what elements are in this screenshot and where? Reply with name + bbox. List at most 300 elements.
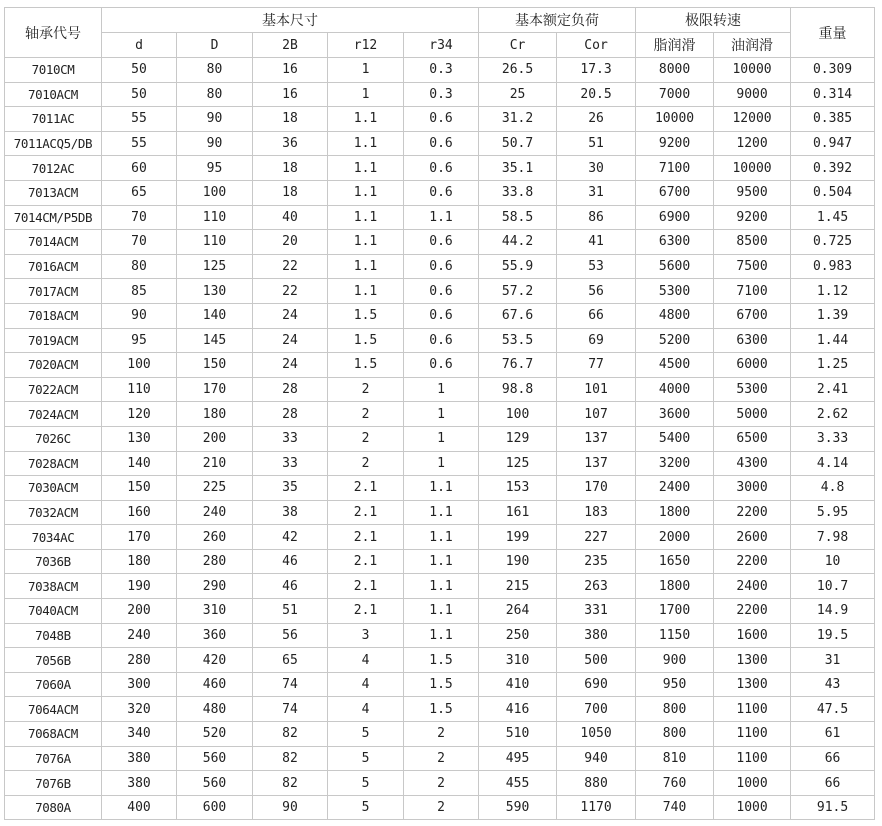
cell-model: 7036B xyxy=(5,549,102,574)
cell-model: 7030ACM xyxy=(5,476,102,501)
cell-weight: 91.5 xyxy=(791,795,875,820)
cell-oil-speed: 1200 xyxy=(714,131,791,156)
cell-model: 7068ACM xyxy=(5,722,102,747)
cell-cor: 331 xyxy=(557,599,636,624)
table-row xyxy=(5,303,875,328)
cell-D: 200 xyxy=(177,426,253,451)
cell-d: 300 xyxy=(102,672,177,697)
cell-r34: 0.6 xyxy=(404,230,479,255)
cell-d: 400 xyxy=(102,795,177,820)
bearing-spec-table xyxy=(4,7,875,820)
cell-D: 460 xyxy=(177,672,253,697)
cell-2B: 90 xyxy=(253,795,328,820)
cell-r34: 0.3 xyxy=(404,58,479,83)
table-row xyxy=(5,426,875,451)
cell-weight: 0.983 xyxy=(791,254,875,279)
cell-cr: 57.2 xyxy=(479,279,557,304)
cell-D: 180 xyxy=(177,402,253,427)
cell-r34: 0.6 xyxy=(404,279,479,304)
cell-d: 50 xyxy=(102,82,177,107)
subheader-r12: r12 xyxy=(328,33,404,58)
cell-2B: 82 xyxy=(253,746,328,771)
cell-cor: 20.5 xyxy=(557,82,636,107)
cell-oil-speed: 1300 xyxy=(714,672,791,697)
cell-cr: 53.5 xyxy=(479,328,557,353)
cell-grease-speed: 3600 xyxy=(636,402,714,427)
cell-model: 7022ACM xyxy=(5,377,102,402)
cell-model: 7028ACM xyxy=(5,451,102,476)
header-basic-load-rating: 基本额定负荷 xyxy=(479,8,636,33)
cell-oil-speed: 12000 xyxy=(714,107,791,132)
cell-r34: 2 xyxy=(404,722,479,747)
cell-cor: 137 xyxy=(557,451,636,476)
cell-grease-speed: 5600 xyxy=(636,254,714,279)
cell-2B: 46 xyxy=(253,574,328,599)
cell-r34: 0.6 xyxy=(404,303,479,328)
cell-d: 150 xyxy=(102,476,177,501)
cell-D: 95 xyxy=(177,156,253,181)
cell-oil-speed: 10000 xyxy=(714,156,791,181)
subheader-D: D xyxy=(177,33,253,58)
table-row xyxy=(5,328,875,353)
table-row xyxy=(5,353,875,378)
cell-grease-speed: 7100 xyxy=(636,156,714,181)
cell-r12: 1 xyxy=(328,58,404,83)
cell-grease-speed: 1800 xyxy=(636,574,714,599)
cell-2B: 22 xyxy=(253,279,328,304)
cell-model: 7019ACM xyxy=(5,328,102,353)
cell-weight: 1.25 xyxy=(791,353,875,378)
cell-grease-speed: 4800 xyxy=(636,303,714,328)
table-row xyxy=(5,205,875,230)
cell-2B: 33 xyxy=(253,451,328,476)
cell-model: 7040ACM xyxy=(5,599,102,624)
cell-cr: 100 xyxy=(479,402,557,427)
cell-weight: 0.392 xyxy=(791,156,875,181)
cell-D: 225 xyxy=(177,476,253,501)
cell-r34: 1.5 xyxy=(404,672,479,697)
cell-oil-speed: 1100 xyxy=(714,722,791,747)
cell-r12: 1.1 xyxy=(328,107,404,132)
header-basic-dimensions: 基本尺寸 xyxy=(102,8,479,33)
cell-d: 55 xyxy=(102,131,177,156)
cell-grease-speed: 3200 xyxy=(636,451,714,476)
cell-grease-speed: 6700 xyxy=(636,180,714,205)
cell-cor: 137 xyxy=(557,426,636,451)
cell-cor: 51 xyxy=(557,131,636,156)
cell-cr: 33.8 xyxy=(479,180,557,205)
cell-2B: 33 xyxy=(253,426,328,451)
cell-cr: 76.7 xyxy=(479,353,557,378)
cell-model: 7076A xyxy=(5,746,102,771)
cell-grease-speed: 740 xyxy=(636,795,714,820)
table-row xyxy=(5,623,875,648)
cell-oil-speed: 6700 xyxy=(714,303,791,328)
cell-r12: 1.1 xyxy=(328,156,404,181)
cell-cor: 380 xyxy=(557,623,636,648)
cell-D: 420 xyxy=(177,648,253,673)
cell-D: 240 xyxy=(177,500,253,525)
cell-2B: 24 xyxy=(253,303,328,328)
table-row xyxy=(5,599,875,624)
cell-2B: 46 xyxy=(253,549,328,574)
table-row xyxy=(5,697,875,722)
cell-cor: 880 xyxy=(557,771,636,796)
table-body xyxy=(5,58,875,820)
cell-cor: 69 xyxy=(557,328,636,353)
cell-d: 280 xyxy=(102,648,177,673)
table-row xyxy=(5,82,875,107)
cell-r34: 0.6 xyxy=(404,107,479,132)
cell-cr: 25 xyxy=(479,82,557,107)
cell-oil-speed: 1000 xyxy=(714,795,791,820)
table-row xyxy=(5,402,875,427)
table-row xyxy=(5,500,875,525)
table-row xyxy=(5,476,875,501)
cell-cor: 66 xyxy=(557,303,636,328)
cell-r12: 1.1 xyxy=(328,205,404,230)
cell-oil-speed: 7500 xyxy=(714,254,791,279)
cell-model: 7010ACM xyxy=(5,82,102,107)
cell-2B: 82 xyxy=(253,722,328,747)
table-row xyxy=(5,156,875,181)
cell-2B: 74 xyxy=(253,672,328,697)
cell-weight: 10 xyxy=(791,549,875,574)
cell-d: 85 xyxy=(102,279,177,304)
cell-cr: 50.7 xyxy=(479,131,557,156)
cell-cr: 310 xyxy=(479,648,557,673)
cell-r12: 5 xyxy=(328,722,404,747)
cell-cr: 129 xyxy=(479,426,557,451)
cell-r12: 2 xyxy=(328,426,404,451)
subheader-cr: Cr xyxy=(479,33,557,58)
cell-r12: 2.1 xyxy=(328,500,404,525)
cell-2B: 36 xyxy=(253,131,328,156)
cell-cor: 500 xyxy=(557,648,636,673)
cell-cr: 590 xyxy=(479,795,557,820)
cell-model: 7060A xyxy=(5,672,102,697)
cell-r34: 0.6 xyxy=(404,131,479,156)
header-limiting-speed: 极限转速 xyxy=(636,8,791,33)
cell-d: 90 xyxy=(102,303,177,328)
cell-r12: 1.1 xyxy=(328,230,404,255)
cell-grease-speed: 800 xyxy=(636,722,714,747)
cell-model: 7026C xyxy=(5,426,102,451)
cell-grease-speed: 7000 xyxy=(636,82,714,107)
cell-grease-speed: 9200 xyxy=(636,131,714,156)
cell-cr: 215 xyxy=(479,574,557,599)
cell-model: 7034AC xyxy=(5,525,102,550)
cell-grease-speed: 5200 xyxy=(636,328,714,353)
cell-d: 120 xyxy=(102,402,177,427)
cell-cr: 264 xyxy=(479,599,557,624)
cell-cr: 31.2 xyxy=(479,107,557,132)
table-row xyxy=(5,230,875,255)
cell-weight: 66 xyxy=(791,771,875,796)
cell-cor: 31 xyxy=(557,180,636,205)
cell-2B: 38 xyxy=(253,500,328,525)
table-row xyxy=(5,107,875,132)
cell-r34: 0.6 xyxy=(404,353,479,378)
cell-d: 60 xyxy=(102,156,177,181)
cell-cor: 227 xyxy=(557,525,636,550)
cell-2B: 24 xyxy=(253,353,328,378)
cell-oil-speed: 9000 xyxy=(714,82,791,107)
cell-2B: 16 xyxy=(253,82,328,107)
cell-weight: 0.947 xyxy=(791,131,875,156)
cell-cor: 56 xyxy=(557,279,636,304)
cell-r12: 1.1 xyxy=(328,254,404,279)
cell-r34: 2 xyxy=(404,795,479,820)
cell-r34: 2 xyxy=(404,746,479,771)
cell-cr: 416 xyxy=(479,697,557,722)
cell-oil-speed: 6500 xyxy=(714,426,791,451)
cell-2B: 18 xyxy=(253,107,328,132)
cell-r12: 3 xyxy=(328,623,404,648)
cell-D: 110 xyxy=(177,205,253,230)
cell-r12: 2 xyxy=(328,377,404,402)
cell-r12: 1.5 xyxy=(328,353,404,378)
cell-r12: 1 xyxy=(328,82,404,107)
cell-oil-speed: 4300 xyxy=(714,451,791,476)
cell-2B: 82 xyxy=(253,771,328,796)
cell-weight: 10.7 xyxy=(791,574,875,599)
cell-oil-speed: 1600 xyxy=(714,623,791,648)
cell-D: 125 xyxy=(177,254,253,279)
cell-r12: 4 xyxy=(328,672,404,697)
cell-2B: 40 xyxy=(253,205,328,230)
cell-weight: 5.95 xyxy=(791,500,875,525)
cell-oil-speed: 10000 xyxy=(714,58,791,83)
cell-r12: 4 xyxy=(328,648,404,673)
cell-cr: 510 xyxy=(479,722,557,747)
header-weight: 重量 xyxy=(791,8,875,58)
cell-r34: 1.1 xyxy=(404,476,479,501)
cell-r34: 0.6 xyxy=(404,254,479,279)
cell-r12: 1.5 xyxy=(328,328,404,353)
cell-d: 170 xyxy=(102,525,177,550)
cell-D: 600 xyxy=(177,795,253,820)
cell-grease-speed: 900 xyxy=(636,648,714,673)
table-row xyxy=(5,574,875,599)
cell-r12: 1.1 xyxy=(328,131,404,156)
cell-cor: 235 xyxy=(557,549,636,574)
cell-2B: 16 xyxy=(253,58,328,83)
cell-model: 7014ACM xyxy=(5,230,102,255)
cell-weight: 1.44 xyxy=(791,328,875,353)
cell-D: 360 xyxy=(177,623,253,648)
cell-D: 140 xyxy=(177,303,253,328)
cell-model: 7024ACM xyxy=(5,402,102,427)
table-row xyxy=(5,377,875,402)
cell-weight: 3.33 xyxy=(791,426,875,451)
cell-grease-speed: 810 xyxy=(636,746,714,771)
table-row xyxy=(5,525,875,550)
cell-weight: 31 xyxy=(791,648,875,673)
cell-d: 70 xyxy=(102,205,177,230)
cell-d: 340 xyxy=(102,722,177,747)
cell-weight: 0.385 xyxy=(791,107,875,132)
cell-grease-speed: 5400 xyxy=(636,426,714,451)
cell-r12: 1.1 xyxy=(328,279,404,304)
cell-cor: 101 xyxy=(557,377,636,402)
table-row xyxy=(5,746,875,771)
cell-weight: 4.8 xyxy=(791,476,875,501)
cell-weight: 61 xyxy=(791,722,875,747)
cell-weight: 66 xyxy=(791,746,875,771)
cell-oil-speed: 7100 xyxy=(714,279,791,304)
cell-r12: 2.1 xyxy=(328,574,404,599)
table-row xyxy=(5,648,875,673)
cell-cr: 153 xyxy=(479,476,557,501)
cell-grease-speed: 4000 xyxy=(636,377,714,402)
cell-model: 7011AC xyxy=(5,107,102,132)
cell-model: 7018ACM xyxy=(5,303,102,328)
table-row xyxy=(5,722,875,747)
cell-model: 7032ACM xyxy=(5,500,102,525)
cell-model: 7012AC xyxy=(5,156,102,181)
cell-oil-speed: 1100 xyxy=(714,746,791,771)
cell-cor: 940 xyxy=(557,746,636,771)
subheader-d: d xyxy=(102,33,177,58)
cell-d: 180 xyxy=(102,549,177,574)
cell-r12: 2.1 xyxy=(328,525,404,550)
cell-model: 7020ACM xyxy=(5,353,102,378)
cell-oil-speed: 1300 xyxy=(714,648,791,673)
cell-D: 310 xyxy=(177,599,253,624)
cell-D: 110 xyxy=(177,230,253,255)
cell-D: 560 xyxy=(177,771,253,796)
cell-model: 7014CM/P5DB xyxy=(5,205,102,230)
cell-D: 210 xyxy=(177,451,253,476)
cell-r34: 1.1 xyxy=(404,623,479,648)
cell-r34: 1.1 xyxy=(404,205,479,230)
cell-d: 240 xyxy=(102,623,177,648)
cell-r34: 1.5 xyxy=(404,697,479,722)
cell-cr: 55.9 xyxy=(479,254,557,279)
cell-d: 320 xyxy=(102,697,177,722)
cell-grease-speed: 5300 xyxy=(636,279,714,304)
cell-D: 280 xyxy=(177,549,253,574)
cell-cor: 1050 xyxy=(557,722,636,747)
subheader-cor: Cor xyxy=(557,33,636,58)
cell-model: 7038ACM xyxy=(5,574,102,599)
cell-grease-speed: 2400 xyxy=(636,476,714,501)
cell-grease-speed: 1650 xyxy=(636,549,714,574)
cell-cor: 77 xyxy=(557,353,636,378)
cell-D: 560 xyxy=(177,746,253,771)
table-row xyxy=(5,795,875,820)
subheader-oil-lubrication: 油润滑 xyxy=(714,33,791,58)
cell-d: 95 xyxy=(102,328,177,353)
cell-r12: 1.1 xyxy=(328,180,404,205)
cell-2B: 18 xyxy=(253,180,328,205)
cell-r34: 0.3 xyxy=(404,82,479,107)
cell-oil-speed: 9500 xyxy=(714,180,791,205)
cell-2B: 74 xyxy=(253,697,328,722)
cell-model: 7013ACM xyxy=(5,180,102,205)
cell-cr: 199 xyxy=(479,525,557,550)
cell-cr: 250 xyxy=(479,623,557,648)
cell-r34: 2 xyxy=(404,771,479,796)
cell-cor: 41 xyxy=(557,230,636,255)
cell-2B: 51 xyxy=(253,599,328,624)
cell-r34: 1 xyxy=(404,377,479,402)
cell-2B: 22 xyxy=(253,254,328,279)
cell-weight: 19.5 xyxy=(791,623,875,648)
cell-weight: 1.12 xyxy=(791,279,875,304)
cell-oil-speed: 8500 xyxy=(714,230,791,255)
cell-cor: 17.3 xyxy=(557,58,636,83)
cell-r34: 1.1 xyxy=(404,574,479,599)
cell-d: 55 xyxy=(102,107,177,132)
cell-weight: 2.62 xyxy=(791,402,875,427)
cell-2B: 18 xyxy=(253,156,328,181)
cell-grease-speed: 800 xyxy=(636,697,714,722)
cell-oil-speed: 2400 xyxy=(714,574,791,599)
cell-cr: 125 xyxy=(479,451,557,476)
cell-D: 520 xyxy=(177,722,253,747)
cell-weight: 7.98 xyxy=(791,525,875,550)
cell-r34: 1 xyxy=(404,426,479,451)
cell-r12: 1.5 xyxy=(328,303,404,328)
cell-grease-speed: 6900 xyxy=(636,205,714,230)
cell-oil-speed: 2600 xyxy=(714,525,791,550)
cell-grease-speed: 8000 xyxy=(636,58,714,83)
cell-weight: 2.41 xyxy=(791,377,875,402)
cell-d: 70 xyxy=(102,230,177,255)
cell-cor: 107 xyxy=(557,402,636,427)
cell-r34: 1.5 xyxy=(404,648,479,673)
cell-D: 290 xyxy=(177,574,253,599)
cell-2B: 65 xyxy=(253,648,328,673)
cell-r34: 1.1 xyxy=(404,599,479,624)
cell-grease-speed: 4500 xyxy=(636,353,714,378)
table-row xyxy=(5,131,875,156)
cell-D: 145 xyxy=(177,328,253,353)
cell-r12: 2.1 xyxy=(328,476,404,501)
cell-grease-speed: 10000 xyxy=(636,107,714,132)
cell-D: 480 xyxy=(177,697,253,722)
cell-d: 200 xyxy=(102,599,177,624)
subheader-r34: r34 xyxy=(404,33,479,58)
cell-d: 160 xyxy=(102,500,177,525)
cell-oil-speed: 2200 xyxy=(714,549,791,574)
cell-2B: 28 xyxy=(253,402,328,427)
cell-D: 90 xyxy=(177,131,253,156)
cell-model: 7048B xyxy=(5,623,102,648)
header-model: 轴承代号 xyxy=(5,8,102,58)
cell-grease-speed: 6300 xyxy=(636,230,714,255)
table-row xyxy=(5,451,875,476)
cell-r34: 1 xyxy=(404,402,479,427)
cell-weight: 14.9 xyxy=(791,599,875,624)
cell-cr: 98.8 xyxy=(479,377,557,402)
cell-2B: 35 xyxy=(253,476,328,501)
table-row xyxy=(5,672,875,697)
cell-d: 110 xyxy=(102,377,177,402)
cell-cor: 86 xyxy=(557,205,636,230)
cell-r34: 1.1 xyxy=(404,549,479,574)
cell-cr: 44.2 xyxy=(479,230,557,255)
cell-weight: 0.314 xyxy=(791,82,875,107)
cell-cr: 455 xyxy=(479,771,557,796)
cell-grease-speed: 1700 xyxy=(636,599,714,624)
cell-2B: 20 xyxy=(253,230,328,255)
cell-2B: 56 xyxy=(253,623,328,648)
cell-oil-speed: 1000 xyxy=(714,771,791,796)
cell-d: 65 xyxy=(102,180,177,205)
